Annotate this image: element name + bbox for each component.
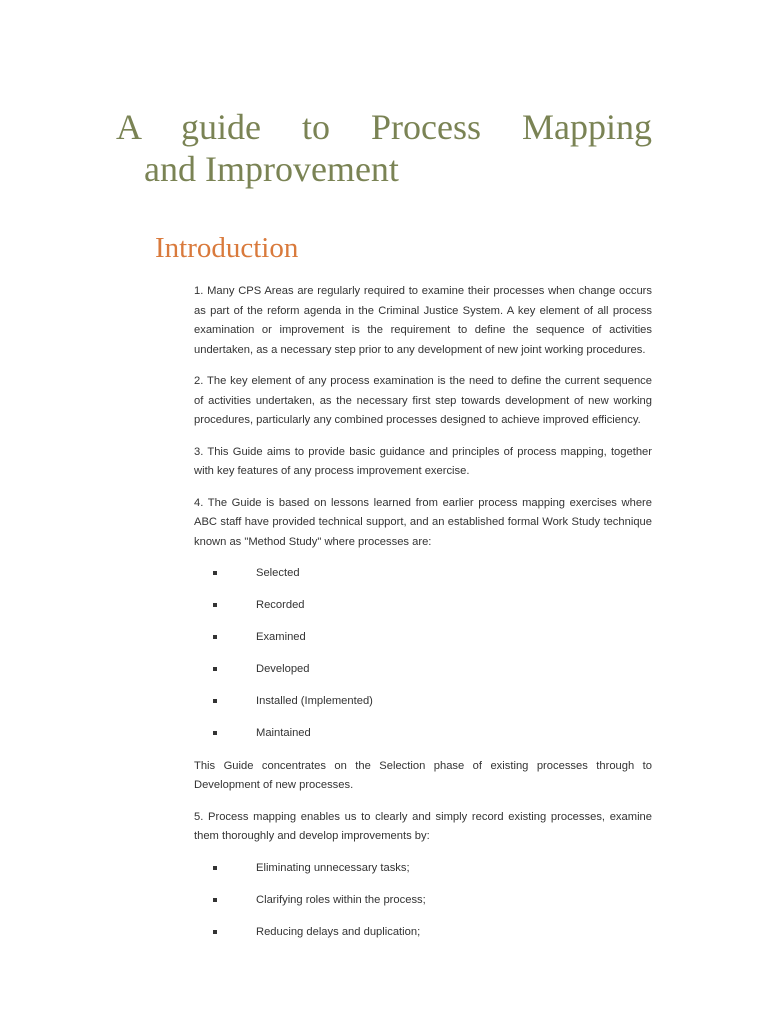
square-bullet-icon: [213, 866, 217, 870]
list-item: [194, 692, 652, 712]
list-item: [194, 923, 652, 943]
square-bullet-icon: [213, 898, 217, 902]
paragraph-3: 3. This Guide aims to provide basic guidance and principles of process mapping, together with key features of any process improvement exercise.: [194, 445, 652, 477]
square-bullet-icon: [213, 731, 217, 735]
list-item: [194, 724, 652, 744]
paragraph-1: 1. Many CPS Areas are regularly required to examine their processes when change occurs as part of the reform agenda in the Criminal Justice System. A key element of all process examination or improvement is the requirement to define the sequence of activities undertaken, as a necessary step prior to any development of new joint working procedures.: [194, 285, 652, 356]
list-item-label: Clarifying roles within the process;: [256, 893, 426, 906]
document-body: [194, 282, 652, 955]
improvement-list: [194, 859, 652, 943]
list-item-label: Recorded: [256, 599, 305, 612]
square-bullet-icon: [213, 930, 217, 934]
list-item: [194, 628, 652, 648]
square-bullet-icon: [213, 571, 217, 575]
list-item-label: Selected: [256, 567, 300, 579]
list-item-label: Installed (Implemented): [256, 695, 373, 708]
square-bullet-icon: [213, 667, 217, 671]
document-title-line-2: and Improvement: [144, 149, 399, 189]
list-item: [194, 596, 652, 616]
paragraph-selection-phase: This Guide concentrates on the Selection phase of existing processes through to Development of new processes.: [194, 759, 652, 792]
paragraph-2: 2. The key element of any process examination is the need to define the current sequence of activities undertaken, as the necessary first step towards development of new working procedures, particularly any combined processes designed to achieve improved efficiency.: [194, 375, 652, 426]
method-study-phase-list: [194, 564, 652, 744]
document-title: [116, 106, 652, 190]
list-item-label: Eliminating unnecessary tasks;: [256, 861, 410, 874]
list-item-label: Reducing delays and duplication;: [256, 925, 421, 938]
list-item-label: Developed: [256, 663, 310, 676]
section-heading-introduction: Introduction: [155, 232, 299, 264]
list-item-label: Maintained: [256, 727, 311, 740]
square-bullet-icon: [213, 699, 217, 703]
list-item: [194, 859, 652, 879]
list-item: [194, 660, 652, 680]
document-title-line-1: A guide to Process Mapping: [116, 107, 652, 147]
paragraph-4: 4. The Guide is based on lessons learned from earlier process mapping exercises where ABC staff have provided technical support, and an established formal Work Study technique known as "Method Study" where processes are:: [194, 496, 652, 548]
list-item: [194, 564, 652, 584]
square-bullet-icon: [213, 635, 217, 639]
list-item-label: Examined: [256, 631, 306, 644]
list-item: [194, 891, 652, 911]
square-bullet-icon: [213, 603, 217, 607]
paragraph-5: 5. Process mapping enables us to clearly and simply record existing processes, examine them thoroughly and develop improvements by:: [194, 810, 652, 843]
